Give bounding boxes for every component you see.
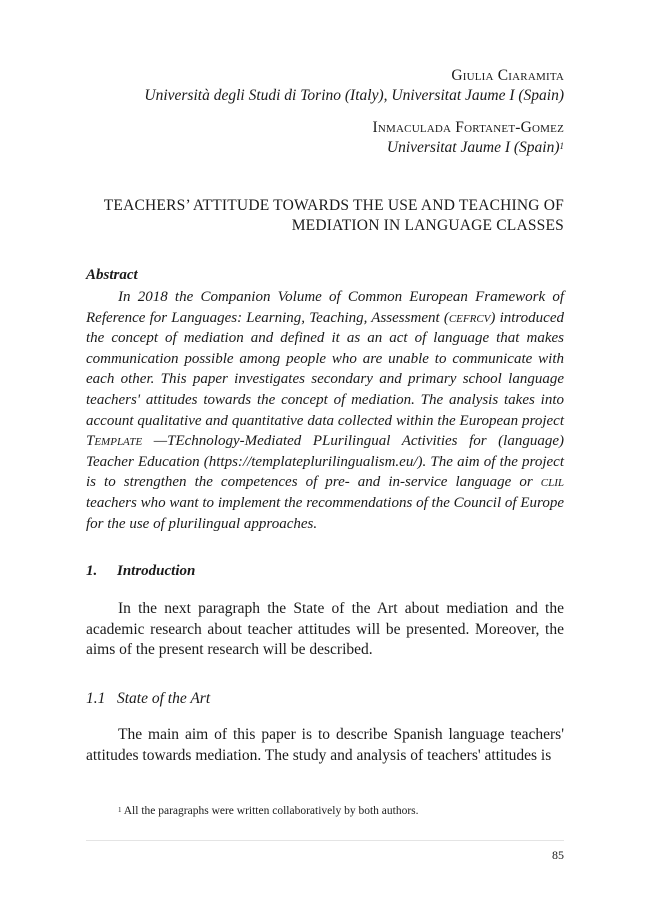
abstract-text: ) introduced the concept of mediation and defined it as an act of language that makes communication possible among people who are unable to communicate with each other. This paper investigates secondary and primary school language teachers' attitudes towards the concept of mediation. The analysis takes into account qualitative and quantitative data collected within the European project bbox=[86, 309, 564, 429]
subsection-heading-state-of-the-art bbox=[86, 690, 210, 708]
paper-title-line: MEDIATION IN LANGUAGE CLASSES bbox=[291, 217, 564, 234]
acronym-template: Template bbox=[86, 433, 143, 450]
acronym-cefrcv: cefrcv bbox=[448, 309, 491, 326]
footnote-mark: 1 bbox=[118, 806, 122, 814]
abstract-text: In 2018 the Companion Volume of Common European Framework of Reference for Languages: Learning, Teaching, Assessment ( bbox=[86, 289, 564, 326]
abstract-body bbox=[86, 287, 564, 534]
paper-title-line: TEACHERS’ ATTITUDE TOWARDS THE USE AND TEACHING OF bbox=[103, 197, 564, 214]
subsection-title: State of the Art bbox=[117, 690, 211, 707]
acronym-clil: clil bbox=[540, 474, 564, 491]
section-heading-introduction bbox=[86, 563, 195, 580]
introduction-paragraph: In the next paragraph the State of the Art about mediation and the academic research about teacher attitudes will be presented. Moreover, the aims of the present research will be described. bbox=[86, 600, 564, 659]
author-affiliation bbox=[64, 138, 564, 158]
author-block bbox=[64, 118, 564, 158]
author-list bbox=[64, 66, 564, 158]
footnote-reference: 1 bbox=[559, 141, 564, 151]
abstract-heading: Abstract bbox=[86, 267, 138, 283]
section-number: 1. bbox=[86, 563, 98, 579]
section-title: Introduction bbox=[117, 563, 196, 579]
author-name: Inmaculada Fortanet-Gomez bbox=[372, 119, 564, 136]
abstract-text: teachers who want to implement the recommendations of the Council of Europe for the use of plurilingual approaches. bbox=[86, 494, 564, 532]
author-name: Giulia Ciaramita bbox=[451, 67, 564, 84]
author-affiliation: Università degli Studi di Torino (Italy), Universitat Jaume I (Spain) bbox=[144, 87, 564, 104]
state-of-the-art-paragraph: The main aim of this paper is to describe Spanish language teachers' attitudes towards mediation. The study and analysis of teachers' attitudes is bbox=[86, 726, 564, 764]
footnote bbox=[118, 804, 419, 819]
author-block bbox=[64, 66, 564, 106]
author-affiliation-text: Universitat Jaume I (Spain) bbox=[386, 139, 560, 156]
footer-divider bbox=[86, 840, 564, 841]
paper-title bbox=[64, 196, 564, 236]
page-number: 85 bbox=[552, 848, 564, 862]
abstract-text: —TEchnology-Mediated PLurilingual Activities for (language) Teacher Education (https://templateplurilingualism.eu/). The aim of the project is to strengthen the competences of pre- and in-service language or bbox=[86, 433, 564, 491]
subsection-number: 1.1 bbox=[86, 690, 106, 707]
footnote-text: All the paragraphs were written collaboratively by both authors. bbox=[123, 805, 419, 817]
